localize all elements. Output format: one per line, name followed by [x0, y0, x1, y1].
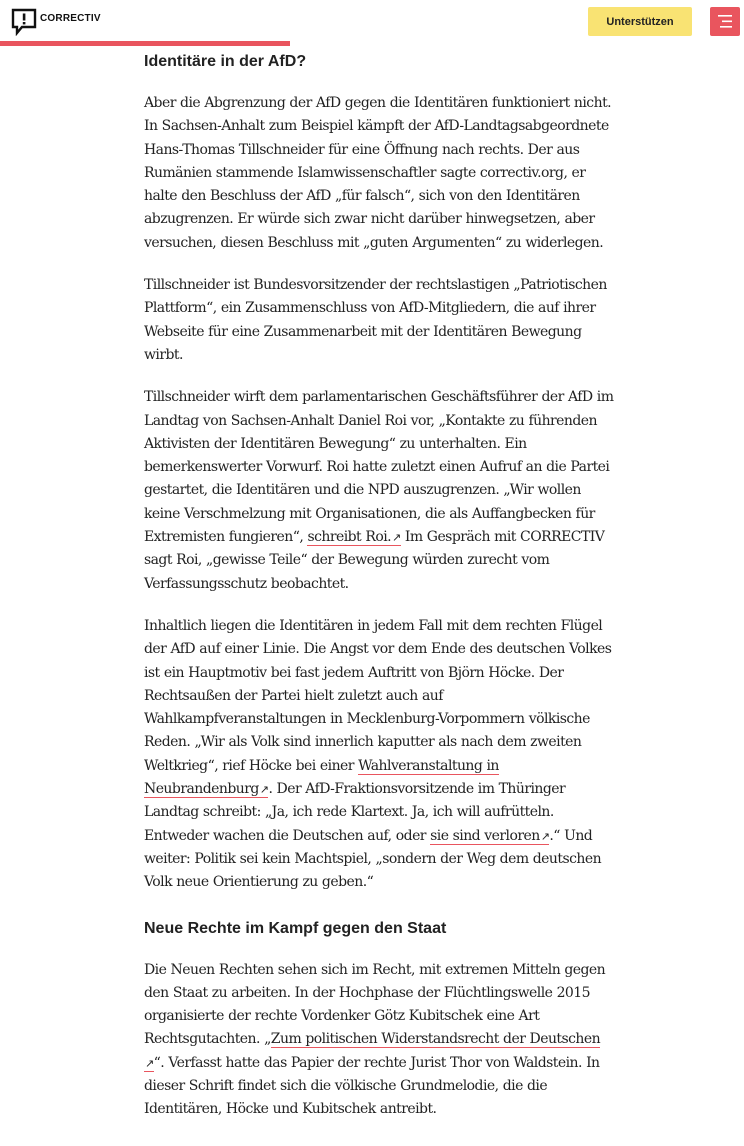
top-bar: [0, 0, 744, 44]
external-link-icon: ↗: [392, 531, 401, 545]
text: Inhaltlich liegen die Identitären in jedem Fall mit dem rechten Flügel der AfD auf einer Linie. Die Angst vor dem Ende des deutschen Volkes ist ein Hauptmotiv bei fast jedem Auftritt von Björn Höcke. Der Rechtsaußen der Partei hielt zuletzt auch auf Wahlkampfveranstaltungen in Mecklenburg-Vorpommern völkische Reden. „Wir als Volk sind innerlich kaputter als nach dem zweiten Weltkrieg“, rief Höcke bei einer: [144, 617, 612, 774]
correctiv-logo[interactable]: [11, 8, 101, 36]
paragraph: [144, 386, 614, 596]
paragraph: Aber die Abgrenzung der AfD gegen die Identitären funktioniert nicht. In Sachsen-Anhalt zum Beispiel kämpft der AfD-Landtagsabgeordnete Hans-Thomas Tillschneider für eine Öffnung nach rechts. Der aus Rumänien stammende Islamwissenschaftler sagte correctiv.org, er halte den Beschluss der AfD „für falsch“, sich von den Identitären abzugrenzen. Er würde sich zwar nicht darüber hinwegsetzen, aber versuchen, diesen Beschluss mit „guten Argumenten“ zu widerlegen.: [144, 95, 612, 251]
link-text: Wahlveranstaltung in Neubrandenburg: [144, 757, 499, 798]
support-button[interactable]: Unterstützen: [588, 7, 692, 36]
text: Die Neuen Rechten sehen sich im Recht, mit extremen Mitteln gegen den Staat zu arbeiten. In der Hochphase der Flüchtlingswelle 2015 organisierte der rechte Vordenker Götz Kubitschek eine Art Rechtsgutachten. „: [144, 961, 606, 1048]
section-heading-identitaere: Identitäre in der AfD?: [144, 53, 307, 70]
link-text: sie sind verloren: [430, 827, 540, 844]
article-body: [144, 50, 614, 1141]
reading-progress-bar: [0, 41, 290, 46]
link-schreibt-roi[interactable]: [307, 529, 400, 546]
text: Tillschneider wirft dem parlamentarischen Geschäftsführer der AfD im Landtag von Sachsen-Anhalt Daniel Roi vor, „Kontakte zu führenden Aktivisten der Identitären Bewegung“ zu unterhalten. Ein bemerkenswerter Vorwurf. Roi hatte zuletzt einen Aufruf an die Partei gestartet, die Identitären und die NPD auszugrenzen. „Wir wollen keine Verschmelzung mit Organisationen, die als Auffangbecken für Extremisten fungieren“,: [144, 389, 614, 546]
section-heading-neue-rechte: Neue Rechte im Kampf gegen den Staat: [144, 919, 447, 937]
text: Im Gespräch mit CORRECTIV sagt Roi, „gewisse Teile“ der Bewegung würden zurecht vom Verfassungsschutz beobachtet.: [144, 529, 605, 592]
brand-name: CORRECTIV: [40, 12, 101, 24]
menu-button[interactable]: [710, 7, 740, 36]
external-link-icon: ↗: [540, 829, 550, 843]
external-link-icon: ↗: [145, 1056, 154, 1070]
link-text: schreibt Roi.: [307, 529, 392, 546]
text: . Der AfD-Fraktionsvorsitzende im Thüringer Landtag schreibt: „Ja, ich rede Klartext. Ja, ich will aufrütteln. Entweder wachen die Deutschen auf, oder: [144, 781, 566, 844]
hamburger-icon: [718, 15, 732, 28]
external-link-icon: ↗: [259, 783, 269, 797]
paragraph: [144, 959, 614, 1122]
paragraph: [144, 615, 614, 895]
logo-speech-bubble-icon: [11, 8, 37, 36]
text: .“ Und weiter: Politik sei kein Machtspiel, „sondern der Weg dem deutschen Volk neue Orientierung zu geben.“: [144, 827, 602, 891]
paragraph: Tillschneider ist Bundesvorsitzender der rechtslastigen „Patriotischen Plattform“, ein Zusammenschluss von AfD-Mitgliedern, die auf ihrer Webseite für eine Zusammenarbeit mit der Identitären Bewegung wirbt.: [144, 277, 607, 363]
link-text: Zum politischen Widerstandsrecht der Deutschen: [270, 1031, 601, 1048]
link-sie-sind-verloren[interactable]: [430, 828, 549, 845]
text: “. Verfasst hatte das Papier der rechte Jurist Thor von Waldstein. In dieser Schrift findet sich die völkische Grundmelodie, die die Identitären, Höcke und Kubitschek antreibt.: [144, 1054, 600, 1118]
